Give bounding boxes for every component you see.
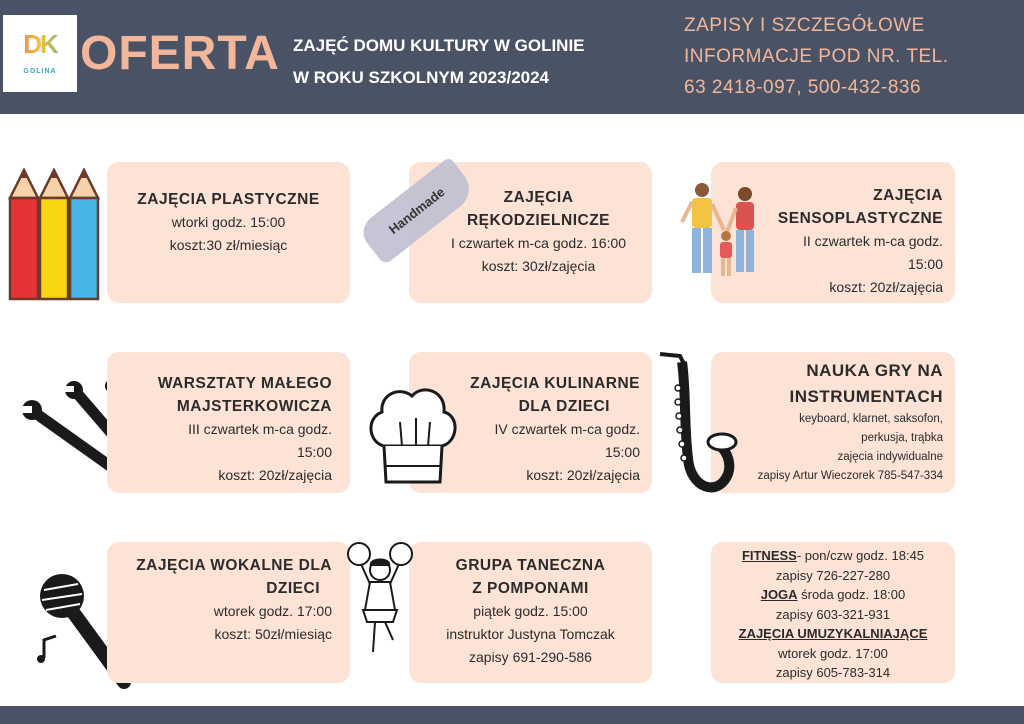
card-cost: koszt: 20zł/zajęcia <box>218 467 332 483</box>
subtitle-line-2: W ROKU SZKOLNYM 2023/2024 <box>293 68 550 87</box>
card-instruments-2: perkusja, trąbka <box>861 432 943 444</box>
page-title: OFERTA <box>80 27 280 80</box>
joga-label: JOGA <box>760 587 798 602</box>
contact-line-3: 63 2418-097, 500-432-836 <box>684 77 922 98</box>
fitness-line <box>711 546 955 566</box>
footer-bar <box>0 706 1024 724</box>
card-majsterkowicza <box>107 352 350 493</box>
logo-sub: GOLINA <box>23 68 57 75</box>
card-schedule: piątek godz. 15:00 <box>473 603 588 619</box>
contact-info <box>684 10 1019 103</box>
joga-line <box>711 585 955 605</box>
card-title-2: MAJSTERKOWICZA <box>176 398 332 415</box>
card-schedule: I czwartek m-ca godz. 16:00 <box>450 235 627 251</box>
cheerleader-icon <box>345 540 415 660</box>
card-title-1: ZAJĘCIA KULINARNE <box>470 375 640 392</box>
card-fitness-joga <box>711 542 955 683</box>
family-icon <box>672 180 772 290</box>
umuzykalniajace-contact: zapisy 605-783-314 <box>775 665 891 680</box>
joga-contact: zapisy 603-321-931 <box>775 606 891 622</box>
card-schedule: II czwartek m-ca godz. <box>802 233 943 249</box>
card-mode: zajęcia indywidualne <box>837 451 943 463</box>
card-schedule: wtorki godz. 15:00 <box>171 214 286 230</box>
fitness-label: FITNESS <box>741 548 797 563</box>
card-schedule: III czwartek m-ca godz. <box>188 421 332 437</box>
card-contact: zapisy 691-290-586 <box>469 649 592 665</box>
card-title: ZAJĘCIA PLASTYCZNE <box>137 191 320 208</box>
card-title-1: ZAJĘCIA WOKALNE DLA <box>136 557 332 574</box>
header-banner <box>0 0 1024 114</box>
logo-text: DK <box>3 29 77 60</box>
fitness-contact: zapisy 726-227-280 <box>775 567 891 583</box>
card-contact: zapisy Artur Wieczorek 785-547-334 <box>757 470 943 482</box>
contact-line-2: INFORMACJE POD NR. TEL. <box>684 46 949 67</box>
saxophone-icon <box>656 348 740 500</box>
card-time: 15:00 <box>907 256 943 272</box>
card-instrumenty <box>711 352 955 493</box>
card-schedule: wtorek godz. 17:00 <box>213 603 332 619</box>
card-title-2: SENSOPLASTYCZNE <box>777 210 943 227</box>
card-title-2: Z POMPONAMI <box>472 580 589 597</box>
chef-hat-icon <box>364 382 460 490</box>
card-plastyczne <box>107 162 350 303</box>
card-title-1: WARSZTATY MAŁEGO <box>157 375 332 392</box>
card-cost: koszt: 30zł/zajęcia <box>481 258 596 274</box>
card-cost: koszt: 50zł/miesiąc <box>214 626 332 642</box>
card-wokalne <box>107 542 350 683</box>
card-instructor: instruktor Justyna Tomczak <box>446 626 615 642</box>
card-title-1: ZAJĘCIA <box>873 187 943 204</box>
card-time: 15:00 <box>296 444 332 460</box>
card-schedule: IV czwartek m-ca godz. <box>494 421 640 437</box>
handmade-label: Handmade <box>385 184 448 237</box>
contact-line-1: ZAPISY I SZCZEGÓŁOWE <box>684 15 925 36</box>
card-cost: koszt:30 zł/miesiąc <box>169 237 288 253</box>
card-title-1: NAUKA GRY NA <box>806 361 943 380</box>
card-taneczna <box>409 542 652 683</box>
dk-logo <box>3 15 77 92</box>
card-instruments: keyboard, klarnet, saksofon, <box>799 413 943 425</box>
card-title-1: ZAJĘCIA <box>503 189 574 206</box>
card-cost: koszt: 20zł/zajęcia <box>526 467 640 483</box>
joga-time: środa godz. 18:00 <box>797 587 906 602</box>
card-cost: koszt: 20zł/zajęcia <box>829 279 943 295</box>
subtitle-line-1: ZAJĘĆ DOMU KULTURY W GOLINIE <box>293 36 585 55</box>
card-title-2: INSTRUMENTACH <box>789 387 943 406</box>
umuzykalniajace-label: ZAJĘCIA UMUZYKALNIAJĄCE <box>738 626 928 641</box>
page-subtitle <box>293 30 653 94</box>
fitness-time: - pon/czw godz. 18:45 <box>796 548 925 563</box>
umuzykalniajace-time: wtorek godz. 17:00 <box>778 645 888 661</box>
pencils-icon <box>8 168 100 302</box>
card-title-2: RĘKODZIELNICZE <box>466 212 611 229</box>
card-time: 15:00 <box>604 444 640 460</box>
card-title-1: GRUPA TANECZNA <box>455 557 606 574</box>
card-title-2: DLA DZIECI <box>518 398 610 415</box>
card-title-2: DZIECI <box>266 580 320 597</box>
